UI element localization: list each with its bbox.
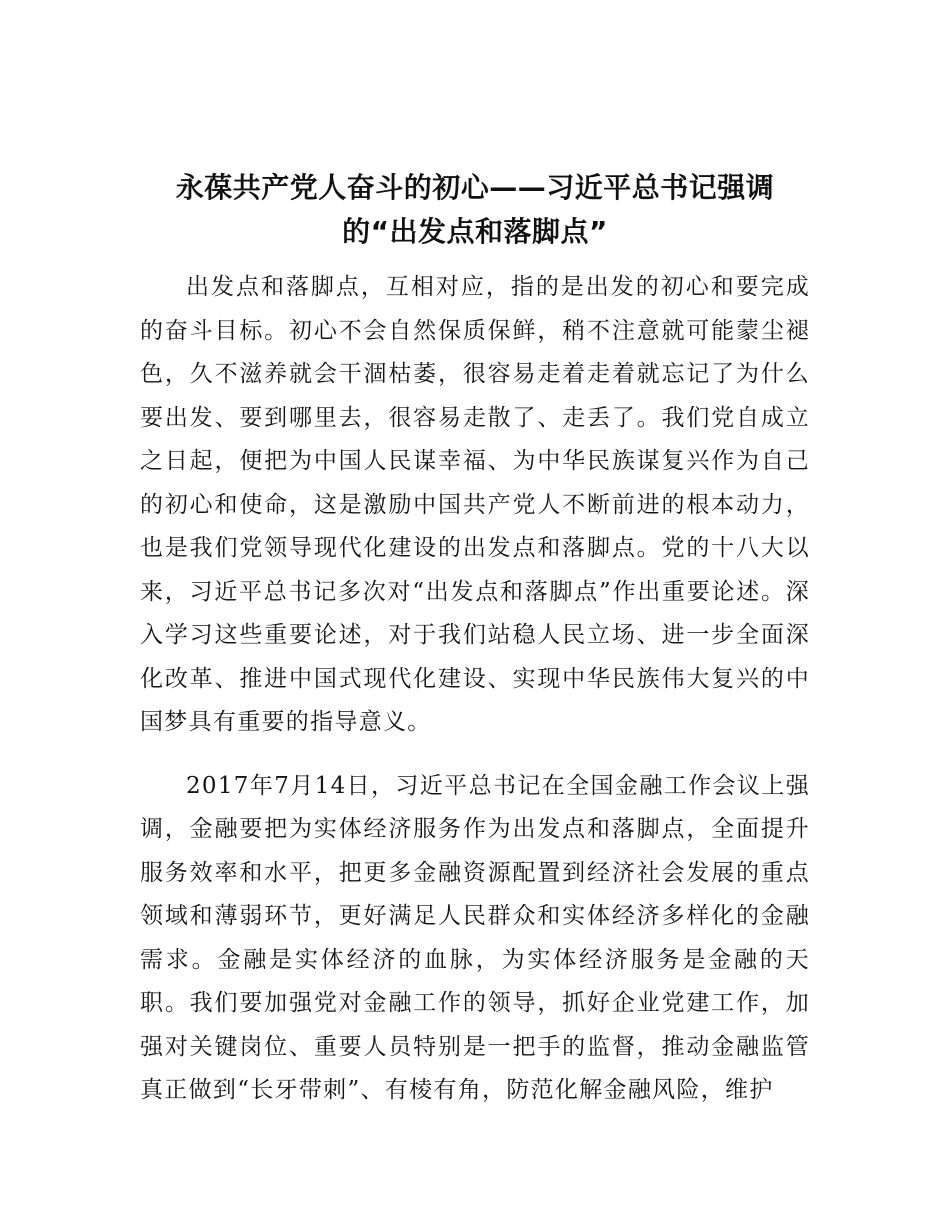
document-title: 永葆共产党人奋斗的初心——习近平总书记强调的“出发点和落脚点” (175, 171, 775, 248)
paragraph-finance: 2017年7月14日，习近平总书记在全国金融工作会议上强调，金融要把为实体经济服务作为出发点和落脚点，全面提升服务效率和水平，把更多金融资源配置到经济社会发展的重点领域和薄弱环节，更好满足人民群众和实体经济多样化的金融需求。金融是实体经济的血脉，为实体经济服务是金融的天职。我们要加强党对金融工作的领导，抓好企业党建工作，加强对关键岗位、重要人员特别是一把手的监督，推动金融监管真正做到“长牙带刺”、有棱有角，防范化解金融风险，维护 (140, 772, 810, 1103)
document-body (140, 266, 810, 1113)
paragraph-intro: 出发点和落脚点，互相对应，指的是出发的初心和要完成的奋斗目标。初心不会自然保质保鲜，稍不注意就可能蒙尘褪色，久不滋养就会干涸枯萎，很容易走着走着就忘记了为什么要出发、要到哪里去，很容易走散了、走丢了。我们党自成立之日起，便把为中国人民谋幸福、为中华民族谋复兴作为自己的初心和使命，这是激励中国共产党人不断前进的根本动力，也是我们党领导现代化建设的出发点和落脚点。党的十八大以来，习近平总书记多次对“出发点和落脚点”作出重要论述。深入学习这些重要论述，对于我们站稳人民立场、进一步全面深化改革、推进中国式现代化建设、实现中华民族伟大复兴的中国梦具有重要的指导意义。 (140, 274, 810, 735)
